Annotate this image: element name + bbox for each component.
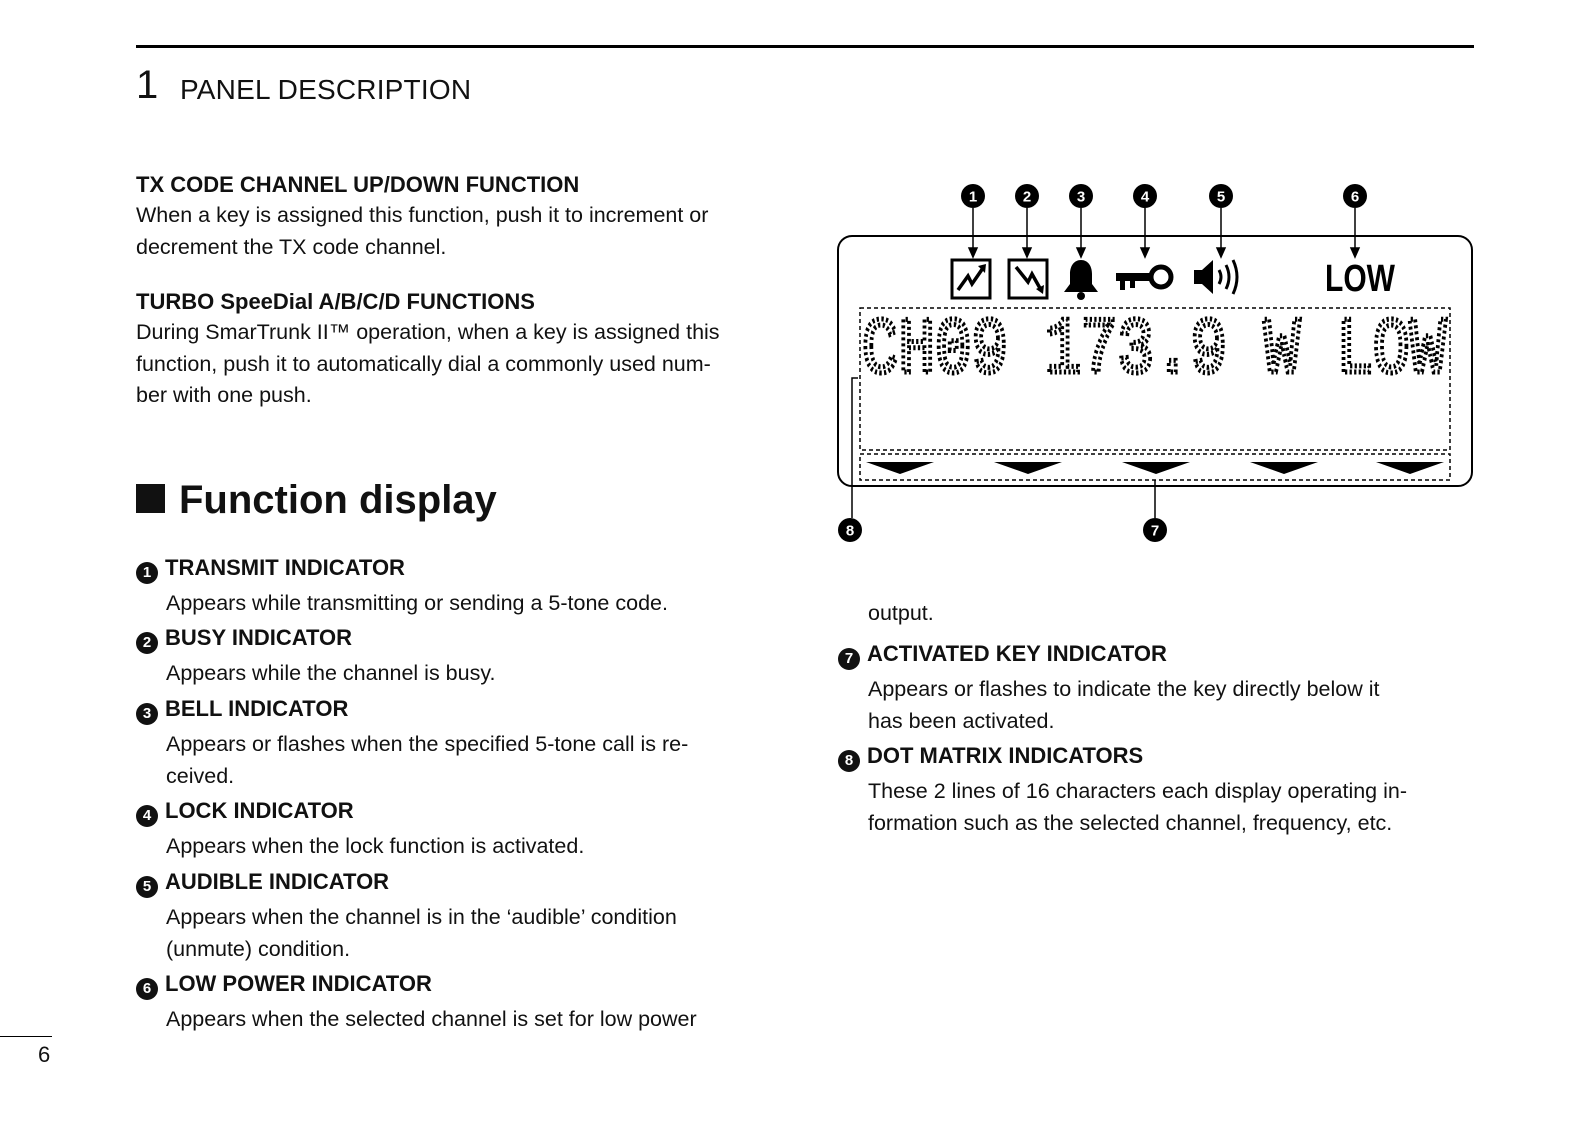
callout-label: 3	[1076, 188, 1086, 206]
item-line: Appears while the channel is busy.	[166, 661, 496, 685]
item-line: ceived.	[166, 763, 235, 788]
item-line: Appears when the channel is in the ‘audible’ condition	[166, 905, 677, 929]
text-line: When a key is assigned this function, push it to increment or	[136, 203, 709, 227]
callout-5	[1209, 184, 1233, 208]
indicator-item-low-power	[136, 971, 796, 1036]
chapter-title: PANEL DESCRIPTION	[180, 74, 472, 105]
header-rule	[136, 45, 1474, 48]
key-arrow-icon	[1250, 462, 1318, 474]
dot-matrix-text: CH09 173.9 W LOW	[862, 306, 1446, 397]
callout-4	[1133, 184, 1157, 208]
item-line: formation such as the selected channel, frequency, etc.	[868, 810, 1393, 835]
section-title	[136, 476, 497, 524]
section-title-text: Function display	[179, 478, 497, 522]
footer-rule	[0, 1036, 52, 1037]
key-arrow-icon	[994, 462, 1062, 474]
number-badge: 5	[136, 876, 158, 898]
item-heading: AUDIBLE INDICATOR	[165, 869, 390, 894]
item-line: Appears or flashes when the specified 5-tone call is re-	[166, 732, 689, 756]
text-line: decrement the TX code channel.	[136, 234, 447, 259]
low-power-label: LOW	[1325, 258, 1396, 300]
item-heading: BUSY INDICATOR	[165, 625, 353, 650]
number-badge: 7	[838, 648, 860, 670]
callout-2	[1015, 184, 1039, 208]
callout-label: 4	[1140, 188, 1150, 206]
indicator-item-audible	[136, 869, 796, 965]
callout-label: 5	[1216, 188, 1226, 206]
callout-8	[838, 518, 862, 542]
callout-label: 6	[1350, 188, 1360, 206]
number-badge: 1	[136, 562, 158, 584]
number-badge: 4	[136, 805, 158, 827]
text-line: During SmarTrunk II™ operation, when a key is assigned this	[136, 320, 720, 344]
item-heading: DOT MATRIX INDICATORS	[867, 743, 1144, 768]
page-number: 6	[38, 1042, 51, 1067]
text-line: function, push it to automatically dial a commonly used num-	[136, 351, 711, 376]
indicator-item-activated-key	[838, 641, 1478, 737]
item-line: Appears when the selected channel is set for low power	[166, 1007, 697, 1031]
item-heading: ACTIVATED KEY INDICATOR	[867, 641, 1167, 666]
callout-label: 2	[1022, 188, 1032, 206]
indicator-item-bell	[136, 696, 796, 792]
indicator-item-lock	[136, 798, 796, 863]
item-line: (unmute) condition.	[166, 936, 351, 961]
callout-7	[1143, 518, 1167, 542]
tx-code-text	[136, 200, 786, 263]
busy-icon	[1009, 260, 1047, 298]
chapter-number: 1	[136, 63, 159, 107]
item-heading: BELL INDICATOR	[165, 696, 349, 721]
callout-6	[1343, 184, 1367, 208]
callout-label: 7	[1150, 522, 1160, 540]
bell-icon	[1064, 260, 1098, 300]
callout-3	[1069, 184, 1093, 208]
turbo-text	[136, 317, 786, 412]
key-arrow-icon	[1376, 462, 1444, 474]
square-bullet-icon	[136, 484, 165, 513]
key-arrow-icon	[866, 462, 934, 474]
turbo-heading: TURBO SpeeDial A/B/C/D FUNCTIONS	[136, 289, 535, 314]
item-line: Appears while transmitting or sending a 5-tone code.	[166, 591, 668, 615]
tx-code-heading: TX CODE CHANNEL UP/DOWN FUNCTION	[136, 172, 580, 197]
text-line: ber with one push.	[136, 383, 312, 407]
key-icon	[1116, 267, 1171, 290]
indicator-item-dot-matrix	[838, 743, 1478, 839]
indicator-item-transmit	[136, 555, 796, 620]
transmit-icon	[952, 260, 990, 298]
item-line: Appears or flashes to indicate the key directly below it	[868, 677, 1380, 701]
callout-label: 1	[968, 188, 978, 206]
number-badge: 8	[838, 750, 860, 772]
speaker-icon	[1194, 260, 1237, 294]
item-heading: LOCK INDICATOR	[165, 798, 354, 823]
item-line: Appears when the lock function is activated.	[166, 834, 585, 858]
number-badge: 3	[136, 703, 158, 725]
number-badge: 6	[136, 978, 158, 1000]
function-display-figure	[830, 176, 1480, 551]
item-line: has been activated.	[868, 708, 1055, 733]
low-power-continuation: output.	[868, 601, 934, 625]
callout-label: 8	[845, 522, 855, 540]
key-arrow-icon	[1122, 462, 1190, 474]
indicator-item-busy	[136, 625, 796, 690]
number-badge: 2	[136, 632, 158, 654]
item-line: These 2 lines of 16 characters each display operating in-	[868, 779, 1408, 803]
key-indicator-arrows	[866, 462, 1444, 474]
callout-1	[961, 184, 985, 208]
item-heading: TRANSMIT INDICATOR	[165, 555, 405, 580]
item-heading: LOW POWER INDICATOR	[165, 971, 432, 996]
